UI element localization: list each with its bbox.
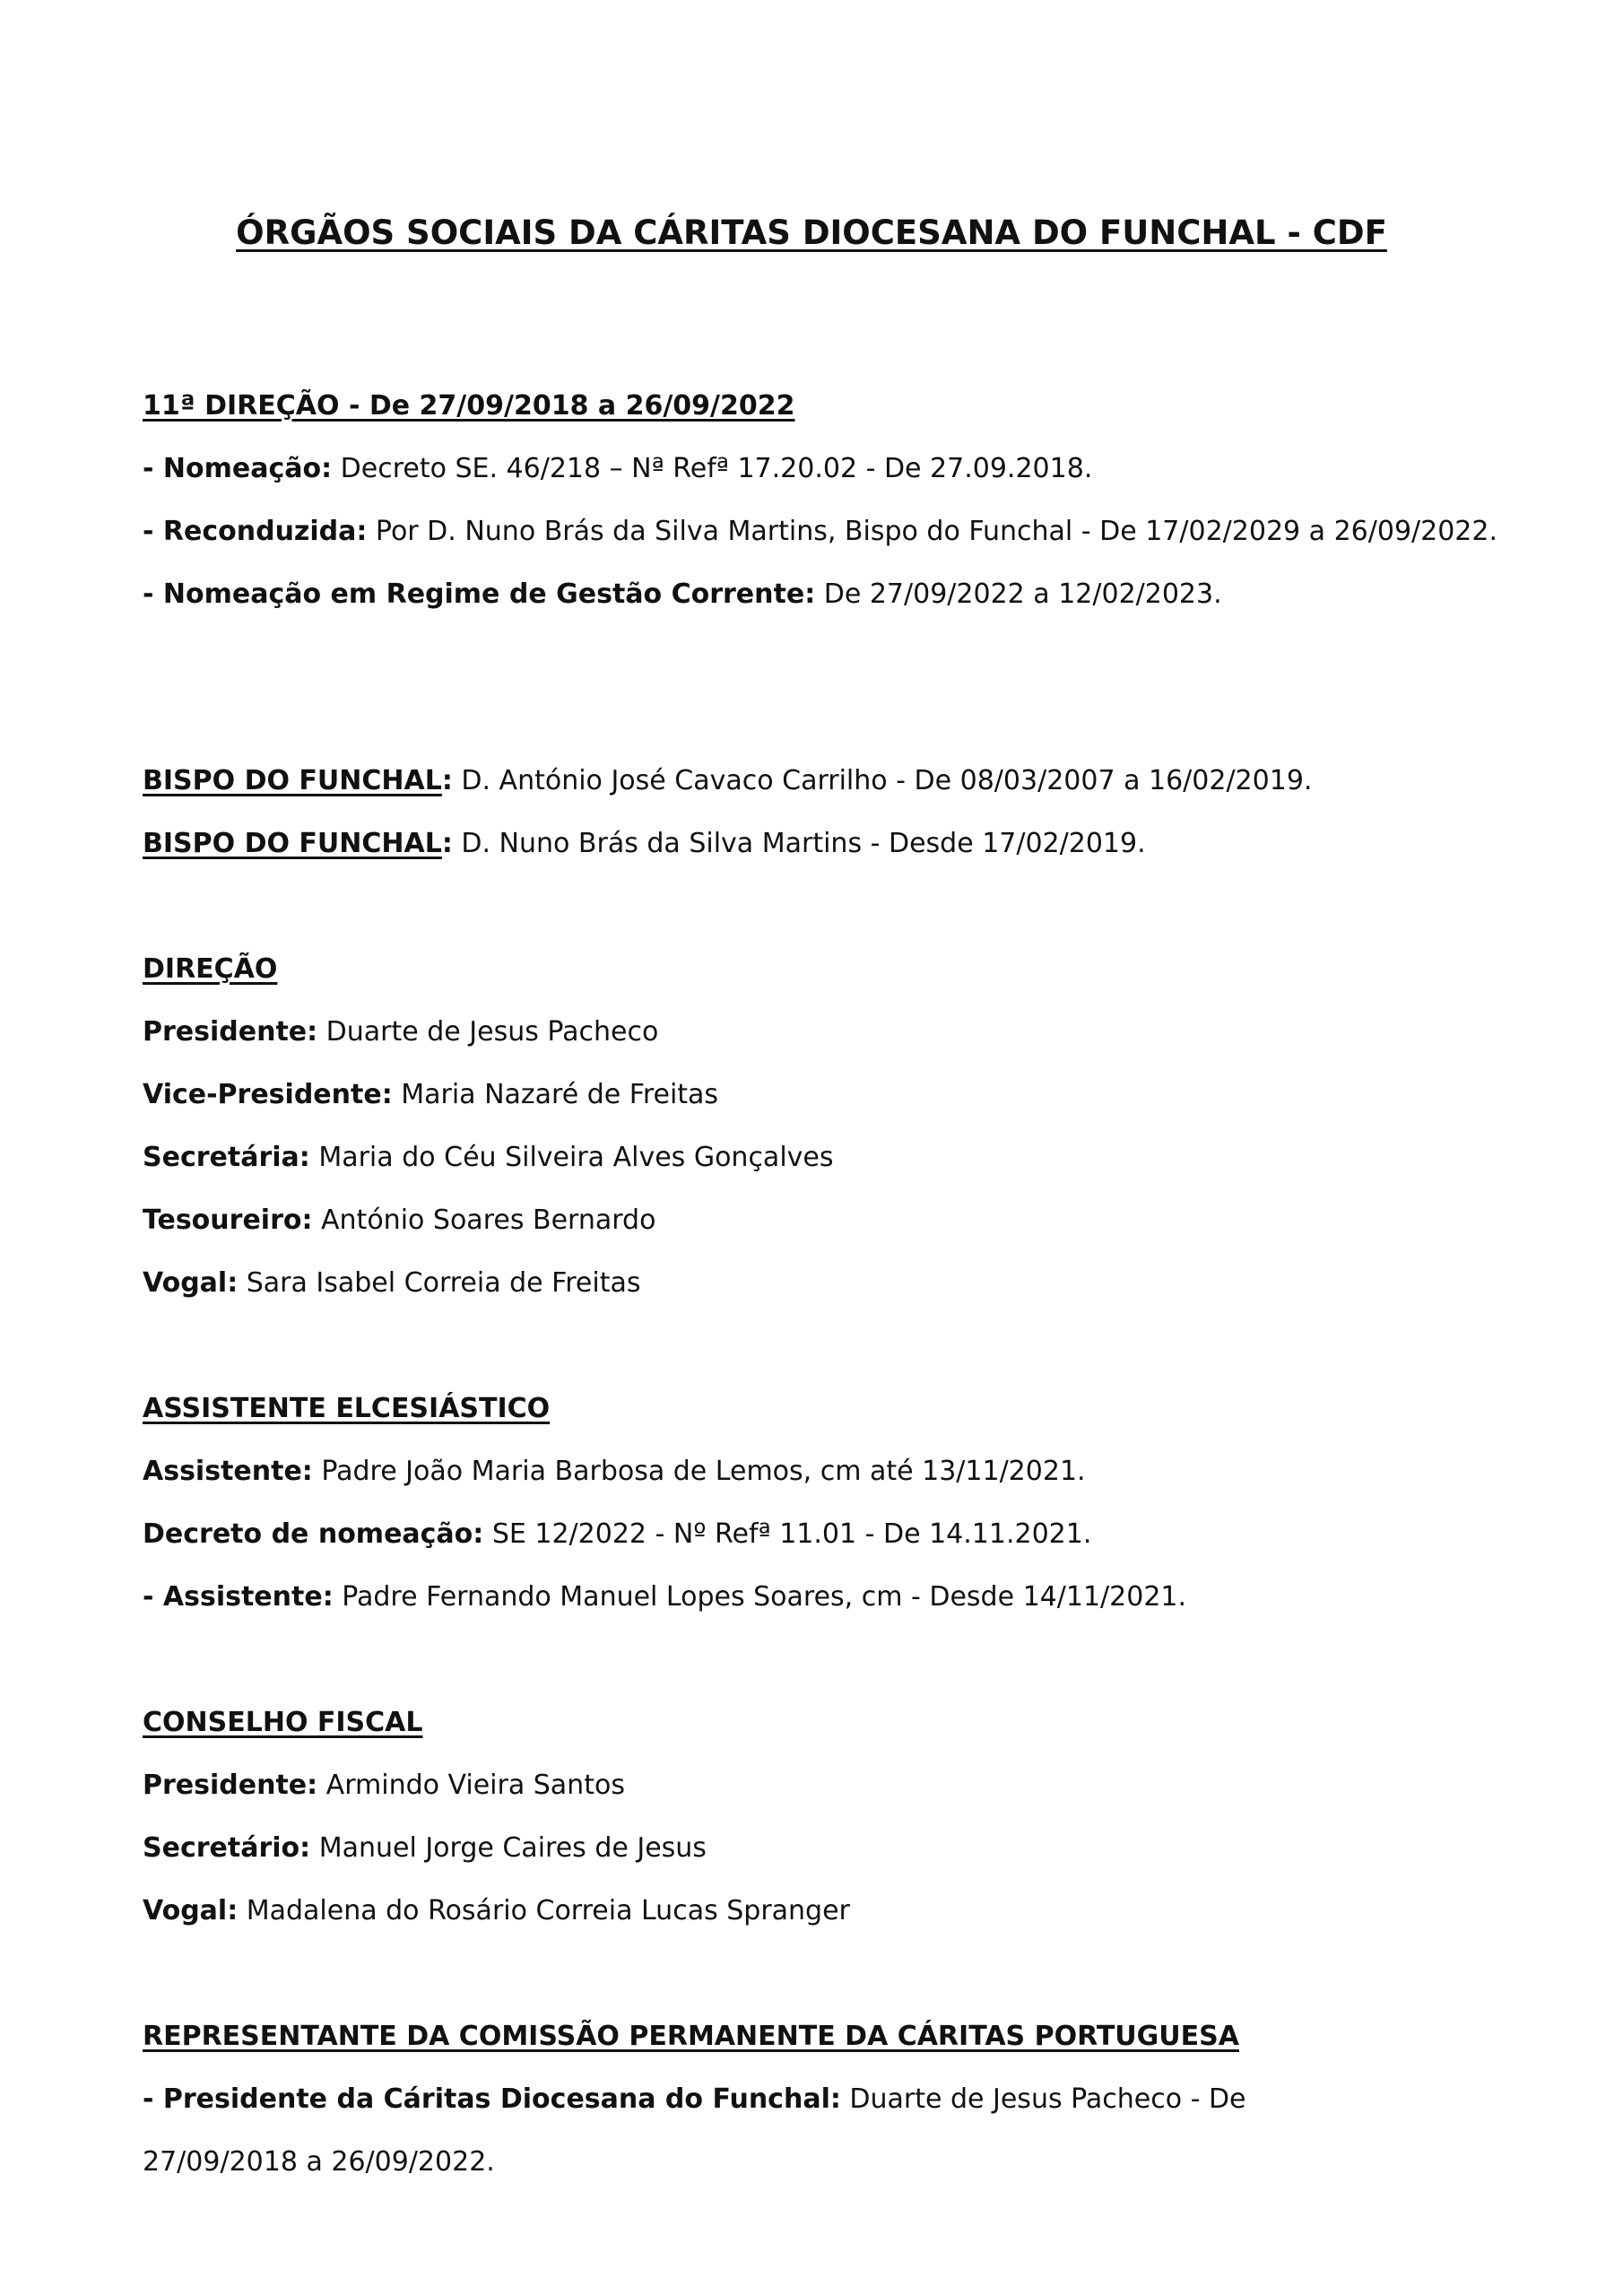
- document-title: ÓRGÃOS SOCIAIS DA CÁRITAS DIOCESANA DO FUNCHAL - CDF: [236, 213, 1387, 252]
- line-label: BISPO DO FUNCHAL: [143, 765, 442, 796]
- member-line: [143, 1001, 1506, 1064]
- line-text: De 27/09/2022 a 12/02/2023.: [815, 578, 1222, 610]
- member-role: Vice-Presidente:: [143, 1079, 393, 1110]
- member-role: Presidente:: [143, 1770, 318, 1801]
- member-line: [143, 1189, 1506, 1252]
- member-line: [143, 1754, 1506, 1817]
- assistente-line: [143, 1440, 1506, 1503]
- member-name: Maria do Céu Silveira Alves Gonçalves: [309, 1142, 834, 1173]
- member-line: [143, 1880, 1506, 1943]
- member-role: Presidente:: [143, 1016, 318, 1048]
- assistente-line: [143, 1566, 1506, 1629]
- section-heading-direcao-periodo: 11ª DIREÇÃO - De 27/09/2018 a 26/09/2022: [143, 390, 795, 422]
- member-role: Tesoureiro:: [143, 1205, 313, 1236]
- member-name: Armindo Vieira Santos: [317, 1770, 625, 1801]
- line-label: - Presidente da Cáritas Diocesana do Funchal:: [143, 2083, 841, 2115]
- member-name: António Soares Bernardo: [312, 1205, 656, 1236]
- member-line: [143, 1817, 1506, 1880]
- spacer: [143, 626, 1506, 689]
- line-text: Duarte de Jesus Pacheco - De 27/09/2018 a 26/09/2022.: [143, 2083, 1246, 2178]
- representante-line: [143, 2068, 1389, 2194]
- line-text: Padre Fernando Manuel Lopes Soares, cm - Desde 14/11/2021.: [333, 1581, 1187, 1613]
- reconduzida-line: [143, 500, 1506, 563]
- spacer: [143, 1943, 1506, 2005]
- member-role: Secretário:: [143, 1832, 311, 1864]
- line-text: SE 12/2022 - Nº Refª 11.01 - De 14.11.2021.: [483, 1518, 1092, 1550]
- line-text: Decreto SE. 46/218 – Nª Refª 17.20.02 - De 27.09.2018.: [332, 453, 1093, 484]
- member-line: [143, 1064, 1506, 1126]
- gestao-corrente-line: [143, 563, 1506, 626]
- spacer: [143, 1315, 1506, 1378]
- line-label: - Reconduzida:: [143, 516, 368, 547]
- line-label: BISPO DO FUNCHAL: [143, 828, 442, 859]
- member-name: Manuel Jorge Caires de Jesus: [310, 1832, 707, 1864]
- bispo-line: [143, 813, 1506, 875]
- line-label: Assistente:: [143, 1456, 313, 1487]
- bispo-line: [143, 750, 1506, 813]
- line-label: - Nomeação em Regime de Gestão Corrente:: [143, 578, 816, 610]
- spacer: [143, 689, 1506, 750]
- line-separator: :: [441, 828, 453, 859]
- decreto-line: [143, 1503, 1506, 1566]
- line-text: D. Nuno Brás da Silva Martins - Desde 17/02/2019.: [452, 828, 1146, 859]
- line-label: - Assistente:: [143, 1581, 334, 1613]
- line-separator: :: [441, 765, 453, 796]
- section-heading-assistente: ASSISTENTE ELCESIÁSTICO: [143, 1393, 551, 1424]
- member-line: [143, 1126, 1506, 1189]
- section-heading-direcao: DIREÇÃO: [143, 953, 278, 985]
- line-text: D. António José Cavaco Carrilho - De 08/03/2007 a 16/02/2019.: [452, 765, 1313, 796]
- spacer: [143, 1629, 1506, 1692]
- member-name: Madalena do Rosário Correia Lucas Spranger: [238, 1895, 850, 1926]
- member-line: [143, 1252, 1506, 1315]
- line-text: Padre João Maria Barbosa de Lemos, cm até 13/11/2021.: [312, 1456, 1086, 1487]
- spacer: [143, 875, 1506, 938]
- section-heading-representante: REPRESENTANTE DA COMISSÃO PERMANENTE DA CÁRITAS PORTUGUESA: [143, 2021, 1239, 2052]
- section-heading-conselho-fiscal: CONSELHO FISCAL: [143, 1707, 423, 1738]
- member-name: Maria Nazaré de Freitas: [392, 1079, 719, 1110]
- line-label: - Nomeação:: [143, 453, 333, 484]
- member-name: Sara Isabel Correia de Freitas: [238, 1267, 641, 1299]
- member-role: Vogal:: [143, 1267, 239, 1299]
- line-text: Por D. Nuno Brás da Silva Martins, Bispo do Funchal - De 17/02/2029 a 26/09/2022.: [367, 516, 1498, 547]
- member-role: Secretária:: [143, 1142, 310, 1173]
- member-role: Vogal:: [143, 1895, 239, 1926]
- member-name: Duarte de Jesus Pacheco: [317, 1016, 659, 1048]
- document-body: [143, 375, 1506, 2194]
- line-label: Decreto de nomeação:: [143, 1518, 484, 1550]
- nomeacao-line: [143, 438, 1506, 500]
